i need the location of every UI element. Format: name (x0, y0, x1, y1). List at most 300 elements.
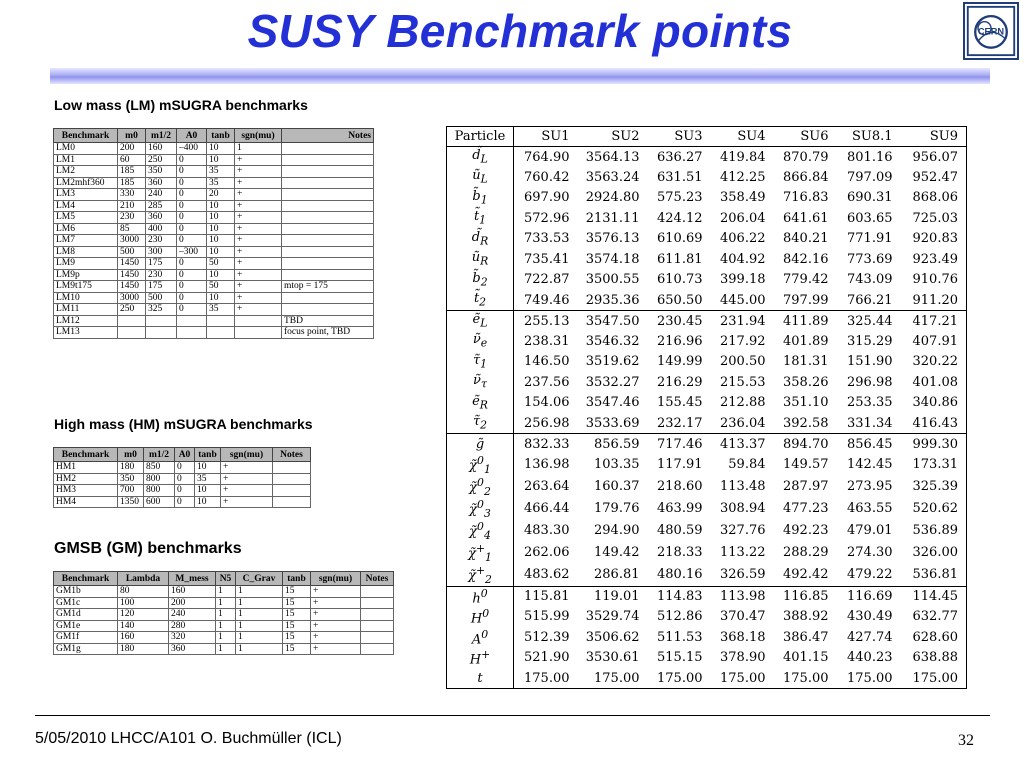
lm-cell: + (235, 281, 282, 293)
susy-mass-cell: 256.98 (524, 415, 570, 431)
susy-mass-cell: 632.77 (912, 609, 958, 625)
susy-row (447, 352, 967, 373)
susy-mass-cell: 325.44 (837, 311, 901, 332)
susy-mass-cell: 572.96 (524, 210, 570, 226)
gm-heading: GMSB (GM) benchmarks (54, 540, 242, 557)
gm-cell: GM1e (54, 620, 118, 632)
hm-cell: 850 (144, 462, 175, 474)
lm-cell: + (235, 200, 282, 212)
particle-symbol: $ũ_R$ (447, 249, 514, 270)
lm-cell: LM13 (54, 327, 118, 339)
susy-mass-cell: 766.21 (847, 292, 893, 308)
susy-mass-cell: 149.42 (594, 545, 640, 561)
susy-mass-cell: 610.73 (657, 272, 703, 288)
susy-mass-cell: 200.50 (720, 354, 766, 370)
susy-mass-cell: 3564.13 (585, 149, 640, 165)
susy-mass-cell: 327.76 (720, 523, 766, 539)
gm-cell: 15 (283, 609, 311, 621)
susy-mass-cell: 3546.32 (585, 333, 640, 349)
susy-mass-cell: 650.50 (657, 292, 703, 308)
lm-cell: 360 (146, 177, 177, 189)
hm-cell: 35 (195, 473, 221, 485)
gm-cell: 1 (216, 632, 236, 644)
gm-col-header: Benchmark (54, 572, 118, 586)
lm-cell: 10 (207, 200, 235, 212)
susy-mass-cell: 492.23 (783, 523, 829, 539)
lm-col-header: tanb (207, 129, 235, 143)
lm-cell: 175 (146, 258, 177, 270)
gm-cell: + (311, 609, 361, 621)
hm-cell: 0 (175, 496, 195, 508)
susy-row (447, 188, 967, 209)
gm-cell: 1 (216, 586, 236, 598)
lm-cell: LM9p (54, 269, 118, 281)
susy-mass-cell: 217.92 (720, 333, 766, 349)
susy-mass-cell: 801.16 (847, 149, 893, 165)
susy-mass-cell: 368.18 (720, 629, 766, 645)
susy-mass-cell: 3547.50 (578, 311, 648, 332)
hm-cell: 180 (118, 462, 144, 474)
susy-mass-cell: 116.69 (837, 586, 901, 607)
lm-cell: 185 (118, 177, 146, 189)
lm-cell (282, 269, 374, 281)
susy-mass-cell: 440.23 (847, 650, 893, 666)
susy-mass-cell: 764.90 (524, 149, 570, 165)
susy-mass-cell: 119.01 (578, 586, 648, 607)
susy-mass-cell: 536.89 (912, 523, 958, 539)
lm-cell (235, 315, 282, 327)
susy-mass-cell: 866.84 (783, 169, 829, 185)
susy-mass-cell: 175.00 (594, 670, 640, 686)
susy-row (447, 454, 967, 476)
lm-cell: 250 (146, 154, 177, 166)
lm-col-header: Notes (282, 129, 374, 143)
lm-cell: LM1 (54, 154, 118, 166)
lm-cell: + (235, 246, 282, 258)
lm-cell: 0 (177, 235, 207, 247)
hm-cell (273, 496, 311, 508)
gm-cell (361, 609, 394, 621)
table-row (54, 586, 394, 598)
lm-cell: 175 (146, 281, 177, 293)
hm-cell: 10 (195, 485, 221, 497)
susy-mass-cell: 399.18 (720, 272, 766, 288)
susy-mass-cell: 832.33 (514, 434, 578, 455)
gm-cell: 280 (169, 620, 216, 632)
gm-cell: 1 (236, 632, 283, 644)
lm-cell: LM8 (54, 246, 118, 258)
lm-cell: 50 (207, 281, 235, 293)
susy-mass-cell: 749.46 (524, 292, 570, 308)
susy-mass-cell: 386.47 (783, 629, 829, 645)
susy-col-header: SU3 (648, 127, 711, 147)
lm-cell: 210 (118, 200, 146, 212)
gm-col-header: C_Grav (236, 572, 283, 586)
lm-cell (282, 189, 374, 201)
table-row (54, 143, 374, 155)
susy-mass-cell: 511.53 (657, 629, 703, 645)
table-row (54, 609, 394, 621)
susy-mass-cell: 480.59 (657, 523, 703, 539)
lm-cell: LM12 (54, 315, 118, 327)
susy-table-body (447, 147, 967, 689)
lm-cell: 0 (177, 154, 207, 166)
susy-mass-cell: 320.22 (912, 354, 958, 370)
particle-symbol: $ẽ_R$ (447, 393, 514, 414)
particle-symbol: $\nũ_\tau$ (447, 372, 514, 393)
susy-mass-cell: 479.22 (847, 567, 893, 583)
particle-symbol: $A^0$ (447, 627, 514, 648)
lm-cell: 50 (207, 258, 235, 270)
susy-mass-cell: 378.90 (720, 650, 766, 666)
gm-cell (361, 632, 394, 644)
hm-cell: 800 (144, 485, 175, 497)
lm-cell: 1450 (118, 281, 146, 293)
lm-cell: + (235, 258, 282, 270)
table-row (54, 292, 374, 304)
susy-row (447, 331, 967, 352)
lm-cell (282, 235, 374, 247)
particle-symbol: $\chĩ^+_1$ (447, 542, 514, 564)
particle-symbol: $b̃_1$ (447, 188, 514, 209)
lm-cell: 1 (235, 143, 282, 155)
gm-cell: + (311, 632, 361, 644)
gm-col-header: Lambda (118, 572, 169, 586)
gm-cell: 15 (283, 632, 311, 644)
hm-col-header: Notes (273, 448, 311, 462)
lm-cell: 3000 (118, 235, 146, 247)
hm-col-header: sgn(mu) (221, 448, 273, 462)
susy-mass-cell: 296.98 (847, 374, 893, 390)
susy-mass-cell: 419.84 (720, 149, 766, 165)
susy-mass-cell: 515.15 (657, 650, 703, 666)
table-row (54, 462, 311, 474)
slide-title: SUSY Benchmark points (247, 5, 793, 57)
hm-cell: 800 (144, 473, 175, 485)
lm-cell: + (235, 235, 282, 247)
table-row (54, 269, 374, 281)
particle-symbol: H+ (447, 648, 514, 669)
susy-row (447, 249, 967, 270)
table-row (54, 496, 311, 508)
susy-mass-cell: 3519.62 (585, 354, 640, 370)
susy-mass-cell: 315.29 (847, 333, 893, 349)
susy-mass-cell: 146.50 (524, 354, 570, 370)
gm-cell (361, 643, 394, 655)
lm-cell: LM4 (54, 200, 118, 212)
gm-cell: 15 (283, 586, 311, 598)
footer-text: 5/05/2010 LHCC/A101 O. Buchmüller (ICL) (35, 730, 342, 747)
susy-mass-cell: 181.31 (783, 354, 829, 370)
susy-mass-cell: 2924.80 (585, 190, 640, 206)
table-row (54, 200, 374, 212)
susy-mass-cell: 894.70 (774, 434, 837, 455)
susy-mass-cell: 136.98 (524, 457, 570, 473)
lm-cell (207, 315, 235, 327)
lm-cell: 10 (207, 223, 235, 235)
gm-cell: 1 (236, 643, 283, 655)
susy-mass-cell: 536.81 (912, 567, 958, 583)
susy-mass-cell: 725.03 (912, 210, 958, 226)
gm-cell: 1 (216, 643, 236, 655)
lm-col-header: sgn(mu) (235, 129, 282, 143)
susy-mass-cell: 463.99 (657, 501, 703, 517)
table-row (54, 632, 394, 644)
lm-cell: 360 (146, 212, 177, 224)
susy-mass-cell: 717.46 (648, 434, 711, 455)
lm-cell: 230 (118, 212, 146, 224)
hm-cell: + (221, 485, 273, 497)
susy-row (447, 290, 967, 311)
susy-mass-cell: 160.37 (594, 479, 640, 495)
lm-table-body (54, 143, 374, 339)
lm-cell: + (235, 223, 282, 235)
susy-mass-cell: 287.97 (783, 479, 829, 495)
gm-cell: GM1g (54, 643, 118, 655)
lm-cell: 60 (118, 154, 146, 166)
gm-cell: 140 (118, 620, 169, 632)
susy-mass-cell: 631.51 (657, 169, 703, 185)
gm-cell: 15 (283, 620, 311, 632)
lm-cell: 285 (146, 200, 177, 212)
particle-symbol: $ũ_L$ (447, 167, 514, 188)
susy-mass-cell: 479.01 (847, 523, 893, 539)
lm-cell: 20 (207, 189, 235, 201)
table-row (54, 154, 374, 166)
lm-cell: mtop = 175 (282, 281, 374, 293)
susy-mass-cell: 722.87 (524, 272, 570, 288)
lm-cell (177, 315, 207, 327)
susy-mass-cell: 253.35 (847, 395, 893, 411)
lm-cell: 0 (177, 269, 207, 281)
susy-row (447, 167, 967, 188)
susy-mass-cell: 463.55 (847, 501, 893, 517)
susy-mass-cell: 59.84 (728, 457, 766, 473)
susy-mass-cell: 262.06 (524, 545, 570, 561)
susy-mass-cell: 856.59 (578, 434, 648, 455)
gm-table-body (54, 586, 394, 655)
lm-cell: 0 (177, 223, 207, 235)
susy-mass-cell: 401.15 (783, 650, 829, 666)
susy-mass-cell: 735.41 (524, 251, 570, 267)
particle-symbol: $h^0$ (447, 586, 514, 607)
susy-mass-cell: 923.49 (912, 251, 958, 267)
susy-mass-cell: 868.06 (912, 190, 958, 206)
susy-mass-cell: 610.69 (657, 231, 703, 247)
susy-mass-cell: 231.94 (711, 311, 774, 332)
gm-cell: 120 (118, 609, 169, 621)
susy-mass-cell: 216.96 (657, 333, 703, 349)
lm-cell (235, 327, 282, 339)
lm-cell: 3000 (118, 292, 146, 304)
lm-cell (282, 223, 374, 235)
gm-cell: 1 (216, 609, 236, 621)
lm-cell: 0 (177, 200, 207, 212)
table-row (54, 177, 374, 189)
lm-cell (282, 200, 374, 212)
lm-cell: + (235, 177, 282, 189)
hm-cell (273, 473, 311, 485)
hm-cell: 1350 (118, 496, 144, 508)
hm-cell: + (221, 473, 273, 485)
susy-col-header: SU8.1 (837, 127, 901, 147)
gm-cell: 240 (169, 609, 216, 621)
particle-symbol: $d̃_R$ (447, 229, 514, 250)
lm-cell: –400 (177, 143, 207, 155)
lm-cell: LM7 (54, 235, 118, 247)
page-number: 32 (958, 732, 974, 749)
particle-symbol: $ẽ_L$ (447, 311, 514, 332)
susy-mass-cell: 273.95 (847, 479, 893, 495)
hm-cell: 0 (175, 473, 195, 485)
susy-row (447, 434, 967, 455)
lm-col-header: A0 (177, 129, 207, 143)
susy-mass-cell: 477.23 (783, 501, 829, 517)
lm-cell: LM11 (54, 304, 118, 316)
susy-mass-cell: 212.88 (720, 395, 766, 411)
lm-cell: 10 (207, 235, 235, 247)
susy-mass-cell: 358.26 (783, 374, 829, 390)
susy-mass-cell: 952.47 (912, 169, 958, 185)
hm-cell: 600 (144, 496, 175, 508)
lm-cell: + (235, 292, 282, 304)
hm-cell (273, 485, 311, 497)
particle-symbol: χ̃$^0_1$ (447, 454, 514, 476)
susy-mass-cell: 417.21 (901, 311, 967, 332)
susy-row (447, 586, 967, 607)
gm-cell (361, 620, 394, 632)
susy-mass-cell: 743.09 (847, 272, 893, 288)
susy-mass-cell: 238.31 (524, 333, 570, 349)
lm-cell: + (235, 189, 282, 201)
lm-cell: focus point, TBD (282, 327, 374, 339)
susy-mass-cell: 288.29 (783, 545, 829, 561)
hm-header-row (54, 448, 311, 462)
lm-cell: 160 (146, 143, 177, 155)
susy-mass-cell: 771.91 (847, 231, 893, 247)
lm-cell: 230 (146, 269, 177, 281)
susy-mass-cell: 636.27 (657, 149, 703, 165)
lm-cell: 185 (118, 166, 146, 178)
susy-mass-cell: 480.16 (657, 567, 703, 583)
gm-cell: GM1d (54, 609, 118, 621)
susy-row (447, 208, 967, 229)
susy-col-header: Particle (447, 127, 514, 147)
susy-mass-cell: 910.76 (912, 272, 958, 288)
table-row (54, 597, 394, 609)
susy-mass-cell: 512.39 (524, 629, 570, 645)
susy-mass-cell: 103.35 (594, 457, 640, 473)
lm-cell: LM2mhf360 (54, 177, 118, 189)
lm-cell: 10 (207, 212, 235, 224)
gm-col-header: Notes (361, 572, 394, 586)
gm-cell: + (311, 597, 361, 609)
gm-cell: 1 (236, 609, 283, 621)
table-row (54, 235, 374, 247)
susy-mass-cell: 797.99 (783, 292, 829, 308)
hm-col-header: m0 (118, 448, 144, 462)
svg-text:CERN: CERN (977, 26, 1005, 37)
table-row (54, 212, 374, 224)
gm-cell: 15 (283, 597, 311, 609)
lm-cell: 1450 (118, 269, 146, 281)
susy-col-header: SU2 (578, 127, 648, 147)
susy-mass-cell: 603.65 (847, 210, 893, 226)
gm-cell: 360 (169, 643, 216, 655)
hm-cell: HM1 (54, 462, 118, 474)
susy-mass-cell: 308.94 (720, 501, 766, 517)
lm-cell: 10 (207, 269, 235, 281)
susy-row (447, 393, 967, 414)
susy-mass-cell: 483.62 (524, 567, 570, 583)
hm-col-header: A0 (175, 448, 195, 462)
susy-row (447, 413, 967, 434)
gm-cell: 1 (216, 597, 236, 609)
lm-cell: –300 (177, 246, 207, 258)
susy-row (447, 668, 967, 689)
lm-cell (282, 258, 374, 270)
susy-row (447, 648, 967, 669)
lm-cell: LM2 (54, 166, 118, 178)
susy-mass-cell: 358.49 (720, 190, 766, 206)
susy-mass-cell: 411.89 (774, 311, 837, 332)
lm-cell: 0 (177, 292, 207, 304)
susy-col-header: SU9 (901, 127, 967, 147)
susy-mass-cell: 113.48 (720, 479, 766, 495)
susy-mass-cell: 515.99 (524, 609, 570, 625)
lm-cell: 0 (177, 177, 207, 189)
particle-symbol: $d̃_L$ (447, 147, 514, 168)
lm-col-header: Benchmark (54, 129, 118, 143)
susy-mass-cell: 155.45 (657, 395, 703, 411)
susy-mass-cell: 3533.69 (585, 415, 640, 431)
susy-mass-cell: 215.53 (720, 374, 766, 390)
lm-cell: 300 (146, 246, 177, 258)
lm-cell (282, 246, 374, 258)
lm-cell (207, 327, 235, 339)
susy-row (447, 476, 967, 498)
susy-mass-cell: 956.07 (912, 149, 958, 165)
lm-cell: 400 (146, 223, 177, 235)
susy-mass-cell: 340.86 (912, 395, 958, 411)
lm-cell: 325 (146, 304, 177, 316)
hm-cell: + (221, 496, 273, 508)
susy-mass-cell: 218.33 (657, 545, 703, 561)
lm-cell: 10 (207, 292, 235, 304)
gm-cell (361, 586, 394, 598)
particle-symbol: g̃ (447, 434, 514, 455)
gm-cell: 200 (169, 597, 216, 609)
susy-row (447, 520, 967, 542)
susy-mass-cell: 445.00 (720, 292, 766, 308)
lm-cell: LM9t175 (54, 281, 118, 293)
cern-logo (963, 2, 1019, 60)
susy-mass-cell: 175.00 (912, 670, 958, 686)
gm-cell: + (311, 643, 361, 655)
susy-row (447, 498, 967, 520)
susy-mass-cell: 413.37 (711, 434, 774, 455)
lm-cell (118, 315, 146, 327)
particle-symbol: χ̃$^0_3$ (447, 498, 514, 520)
lm-cell: 200 (118, 143, 146, 155)
lm-cell: LM3 (54, 189, 118, 201)
susy-mass-cell: 430.49 (847, 609, 893, 625)
lm-cell: 230 (146, 235, 177, 247)
gm-cell: 160 (118, 632, 169, 644)
susy-mass-cell: 237.56 (524, 374, 570, 390)
susy-mass-cell: 206.04 (720, 210, 766, 226)
hm-cell: HM2 (54, 473, 118, 485)
